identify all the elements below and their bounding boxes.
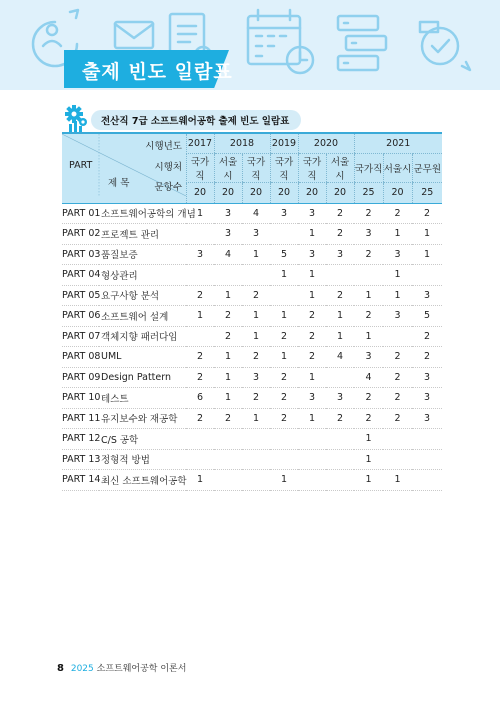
- part-number: PART 05: [62, 285, 99, 306]
- gear-icon: [63, 104, 93, 134]
- frequency-cell: [242, 470, 270, 491]
- frequency-cell: [383, 326, 412, 347]
- frequency-cell: [326, 429, 354, 450]
- header-banner: [0, 0, 500, 90]
- frequency-cell: 2: [354, 408, 383, 429]
- part-title: 소프트웨어공학의 개념: [99, 203, 186, 224]
- frequency-cell: 2: [383, 388, 412, 409]
- frequency-cell: [326, 367, 354, 388]
- table-row: [62, 429, 442, 450]
- frequency-cell: [298, 449, 326, 470]
- part-title: 품질보증: [99, 244, 186, 265]
- frequency-cell: 1: [214, 367, 242, 388]
- table-row: [62, 367, 442, 388]
- frequency-cell: 2: [214, 408, 242, 429]
- part-number: PART 10: [62, 388, 99, 409]
- frequency-cell: 1: [354, 326, 383, 347]
- frequency-cell: 2: [270, 367, 298, 388]
- frequency-cell: 2: [354, 306, 383, 327]
- frequency-cell: 2: [326, 203, 354, 224]
- frequency-cell: 1: [242, 326, 270, 347]
- agency-cell: 국가직: [298, 154, 326, 183]
- clock-icon: [287, 47, 313, 73]
- frequency-cell: 2: [186, 285, 214, 306]
- frequency-cell: 3: [298, 203, 326, 224]
- frequency-cell: 2: [242, 347, 270, 368]
- question-count-cell: 25: [412, 183, 442, 204]
- frequency-cell: 1: [242, 306, 270, 327]
- table-row: [62, 306, 442, 327]
- agency-cell: 서울시: [383, 154, 412, 183]
- subheading-text: 전산직 7급 소프트웨어공학 출제 빈도 일람표: [101, 116, 290, 127]
- frequency-cell: 1: [186, 306, 214, 327]
- header-diagonal-lines: [62, 134, 186, 196]
- frequency-cell: 2: [298, 326, 326, 347]
- frequency-cell: [326, 470, 354, 491]
- frequency-cell: 3: [383, 306, 412, 327]
- frequency-cell: 2: [214, 326, 242, 347]
- frequency-cell: [186, 429, 214, 450]
- calendar-icon: [248, 10, 300, 64]
- frequency-cell: [186, 449, 214, 470]
- question-count-cell: 20: [298, 183, 326, 204]
- frequency-cell: 1: [383, 265, 412, 286]
- frequency-cell: 1: [298, 285, 326, 306]
- frequency-cell: 1: [383, 224, 412, 245]
- frequency-cell: [214, 449, 242, 470]
- frequency-cell: 3: [298, 388, 326, 409]
- part-number: PART 11: [62, 408, 99, 429]
- year-cell: 2017: [186, 133, 214, 154]
- part-title: 소프트웨어 설계: [99, 306, 186, 327]
- frequency-cell: [383, 449, 412, 470]
- table-row: [62, 285, 442, 306]
- footer-year: 2025: [70, 664, 94, 674]
- part-title: 프로젝트 관리: [99, 224, 186, 245]
- frequency-cell: 2: [298, 306, 326, 327]
- page-title: 출제 빈도 일람표: [82, 61, 233, 83]
- frequency-cell: 2: [412, 326, 442, 347]
- frequency-cell: [242, 429, 270, 450]
- frequency-cell: 2: [354, 203, 383, 224]
- frequency-cell: 3: [270, 203, 298, 224]
- frequency-cell: 3: [186, 244, 214, 265]
- frequency-cell: 3: [298, 244, 326, 265]
- agency-cell: 국가직: [242, 154, 270, 183]
- frequency-cell: 1: [298, 224, 326, 245]
- frequency-cell: 2: [298, 347, 326, 368]
- frequency-cell: [186, 326, 214, 347]
- year-cell: 2019: [270, 133, 298, 154]
- frequency-cell: 1: [242, 408, 270, 429]
- table-body: [62, 203, 442, 490]
- frequency-cell: 2: [326, 408, 354, 429]
- frequency-cell: 1: [186, 203, 214, 224]
- table-row: [62, 388, 442, 409]
- frequency-cell: 2: [383, 367, 412, 388]
- frequency-cell: [270, 224, 298, 245]
- question-count-cell: 20: [242, 183, 270, 204]
- table-row: [62, 203, 442, 224]
- frequency-cell: 3: [412, 408, 442, 429]
- frequency-cell: 1: [298, 367, 326, 388]
- agency-cell: 국가직: [354, 154, 383, 183]
- frequency-cell: 2: [270, 388, 298, 409]
- page-footer: [57, 661, 186, 674]
- year-cell: 2020: [298, 133, 354, 154]
- frequency-cell: 3: [326, 244, 354, 265]
- question-count-cell: 20: [383, 183, 412, 204]
- part-title: 형상관리: [99, 265, 186, 286]
- frequency-cell: 1: [354, 429, 383, 450]
- table-row: [62, 449, 442, 470]
- question-count-cell: 20: [326, 183, 354, 204]
- frequency-cell: 3: [214, 224, 242, 245]
- frequency-cell: [412, 429, 442, 450]
- footer-book-title: 소프트웨어공학 이론서: [96, 664, 187, 674]
- frequency-cell: 1: [270, 306, 298, 327]
- frequency-cell: 1: [298, 265, 326, 286]
- label-question-count: 문항수: [154, 182, 182, 193]
- year-cell: 2021: [354, 133, 442, 154]
- frequency-cell: 2: [186, 347, 214, 368]
- frequency-cell: [412, 449, 442, 470]
- part-number: PART 12: [62, 429, 99, 450]
- frequency-cell: 1: [412, 244, 442, 265]
- question-count-cell: 20: [186, 183, 214, 204]
- header-row-year: [62, 133, 442, 154]
- frequency-cell: 1: [242, 244, 270, 265]
- part-number: PART 09: [62, 367, 99, 388]
- part-number: PART 14: [62, 470, 99, 491]
- part-title: Design Pattern: [99, 367, 186, 388]
- frequency-cell: [270, 449, 298, 470]
- frequency-cell: [270, 429, 298, 450]
- part-number: PART 01: [62, 203, 99, 224]
- frequency-cell: 4: [214, 244, 242, 265]
- frequency-cell: 2: [326, 285, 354, 306]
- part-number: PART 08: [62, 347, 99, 368]
- frequency-cell: 3: [326, 388, 354, 409]
- frequency-cell: 2: [242, 388, 270, 409]
- part-number: PART 07: [62, 326, 99, 347]
- frequency-cell: 1: [326, 326, 354, 347]
- frequency-cell: 4: [326, 347, 354, 368]
- table-row: [62, 244, 442, 265]
- table-row: [62, 470, 442, 491]
- frequency-cell: 2: [186, 408, 214, 429]
- frequency-cell: 1: [270, 347, 298, 368]
- part-title: 최신 소프트웨어공학: [99, 470, 186, 491]
- frequency-cell: 1: [412, 224, 442, 245]
- table-row: [62, 347, 442, 368]
- frequency-cell: 2: [270, 408, 298, 429]
- frequency-cell: 3: [354, 347, 383, 368]
- frequency-cell: [186, 265, 214, 286]
- chapter-label: 제 목: [108, 178, 130, 189]
- frequency-cell: 6: [186, 388, 214, 409]
- frequency-cell: [214, 265, 242, 286]
- frequency-cell: 2: [383, 203, 412, 224]
- frequency-cell: [298, 470, 326, 491]
- frequency-cell: 1: [270, 470, 298, 491]
- frequency-cell: 1: [354, 285, 383, 306]
- frequency-cell: 1: [298, 408, 326, 429]
- frequency-cell: [270, 285, 298, 306]
- frequency-cell: 2: [214, 306, 242, 327]
- header-corner-cell: [62, 133, 186, 203]
- frequency-cell: 4: [354, 367, 383, 388]
- frequency-cell: 1: [383, 470, 412, 491]
- frequency-cell: [326, 265, 354, 286]
- frequency-cell: [298, 429, 326, 450]
- frequency-cell: [214, 470, 242, 491]
- label-exam-year: 시행년도: [145, 141, 182, 152]
- frequency-cell: 2: [412, 347, 442, 368]
- part-number: PART 13: [62, 449, 99, 470]
- agency-cell: 군무원: [412, 154, 442, 183]
- frequency-cell: [242, 265, 270, 286]
- part-label: PART: [69, 160, 93, 171]
- table-row: [62, 326, 442, 347]
- agency-cell: 서울시: [214, 154, 242, 183]
- frequency-cell: 2: [186, 367, 214, 388]
- frequency-cell: 3: [242, 367, 270, 388]
- agency-cell: 국가직: [186, 154, 214, 183]
- list-icon: [338, 16, 386, 70]
- part-title: 유지보수와 재공학: [99, 408, 186, 429]
- part-title: 객체지향 패러다임: [99, 326, 186, 347]
- frequency-cell: 1: [214, 347, 242, 368]
- part-title: C/S 공학: [99, 429, 186, 450]
- label-exam-agency: 시행처: [154, 162, 182, 173]
- part-title: 테스트: [99, 388, 186, 409]
- frequency-cell: [412, 265, 442, 286]
- frequency-cell: 5: [412, 306, 442, 327]
- frequency-cell: 1: [354, 449, 383, 470]
- frequency-cell: 3: [214, 203, 242, 224]
- table-row: [62, 265, 442, 286]
- frequency-cell: 2: [383, 408, 412, 429]
- frequency-cell: [354, 265, 383, 286]
- frequency-cell: 5: [270, 244, 298, 265]
- frequency-cell: [383, 429, 412, 450]
- agency-cell: 국가직: [270, 154, 298, 183]
- frequency-cell: [214, 429, 242, 450]
- frequency-cell: [242, 449, 270, 470]
- frequency-cell: [326, 449, 354, 470]
- frequency-cell: 3: [242, 224, 270, 245]
- frequency-cell: 2: [412, 203, 442, 224]
- part-number: PART 02: [62, 224, 99, 245]
- part-number: PART 04: [62, 265, 99, 286]
- frequency-cell: 3: [412, 367, 442, 388]
- part-number: PART 03: [62, 244, 99, 265]
- frequency-cell: 2: [354, 388, 383, 409]
- question-count-cell: 20: [270, 183, 298, 204]
- frequency-table: [62, 132, 442, 491]
- frequency-cell: 4: [242, 203, 270, 224]
- frequency-cell: 2: [242, 285, 270, 306]
- part-title: 요구사항 분석: [99, 285, 186, 306]
- frequency-cell: 3: [354, 224, 383, 245]
- part-title: 정형적 방법: [99, 449, 186, 470]
- question-count-cell: 25: [354, 183, 383, 204]
- agency-cell: 서울시: [326, 154, 354, 183]
- part-number: PART 06: [62, 306, 99, 327]
- page-number: 8: [57, 663, 64, 674]
- table-row: [62, 408, 442, 429]
- frequency-cell: 3: [412, 285, 442, 306]
- frequency-cell: 1: [326, 306, 354, 327]
- year-cell: 2018: [214, 133, 270, 154]
- frequency-cell: 2: [270, 326, 298, 347]
- frequency-cell: 1: [214, 388, 242, 409]
- table-row: [62, 224, 442, 245]
- frequency-cell: 3: [412, 388, 442, 409]
- frequency-cell: 2: [326, 224, 354, 245]
- frequency-cell: 1: [214, 285, 242, 306]
- frequency-cell: 3: [383, 244, 412, 265]
- frequency-cell: 1: [354, 470, 383, 491]
- checklist-icon: [420, 22, 470, 70]
- frequency-cell: [412, 470, 442, 491]
- frequency-cell: 1: [383, 285, 412, 306]
- frequency-cell: [186, 224, 214, 245]
- frequency-cell: 1: [186, 470, 214, 491]
- question-count-cell: 20: [214, 183, 242, 204]
- frequency-cell: 2: [354, 244, 383, 265]
- frequency-cell: 2: [383, 347, 412, 368]
- frequency-cell: 1: [270, 265, 298, 286]
- part-title: UML: [99, 347, 186, 368]
